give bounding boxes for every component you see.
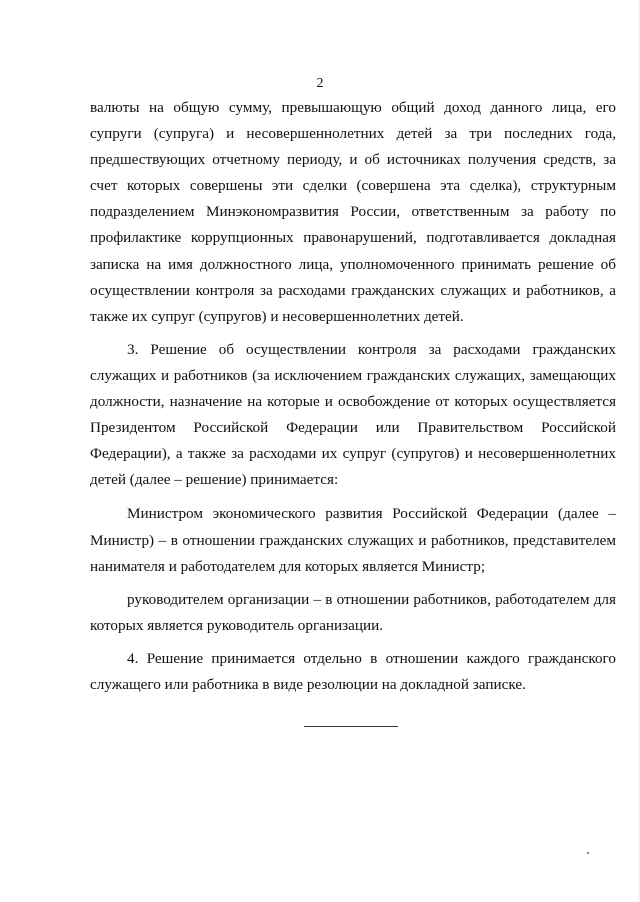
closing-rule [304,726,398,727]
scan-speck [587,852,589,854]
paragraph-minister: Министром экономического развития Российской Федерации (далее – Министр) – в отношении гражданских служащих и работников, представителем нанимателя и работодателем для которых является Министр; [90,505,616,575]
page-number: 2 [316,76,324,91]
paragraph-3: 3. Решение об осуществлении контроля за расходами гражданских служащих и работников (за исключением гражданских служащих, замещающих должности, назначение на которые и освобождение от которых осуществляется Президентом Российской Федерации или Правительством Российской Федерации), а также за расходами их супруг (супругов) и несовершеннолетних детей (далее – решение) принимается: [90,340,616,489]
document-body [90,95,616,698]
paragraph-4: 4. Решение принимается отдельно в отношении каждого гражданского служащего или работника в виде резолюции на докладной записке. [90,649,616,693]
paragraph-continuation: валюты на общую сумму, превышающую общий доход данного лица, его супруги (супруга) и несовершеннолетних детей за три последних года, предшествующих отчетному периоду, и об источниках получения средств, за счет которых совершены эти сделки (совершена эта сделка), структурным подразделением Минэкономразвития России, ответственным за работу по профилактике коррупционных правонарушений, подготавливается докладная записка на имя должностного лица, уполномоченного принимать решение об осуществлении контроля за расходами гражданских служащих и работников, а также их супруг (супругов) и несовершеннолетних детей. [90,99,616,325]
paragraph-organization-head: руководителем организации – в отношении работников, работодателем для которых является руководитель организации. [90,590,616,634]
